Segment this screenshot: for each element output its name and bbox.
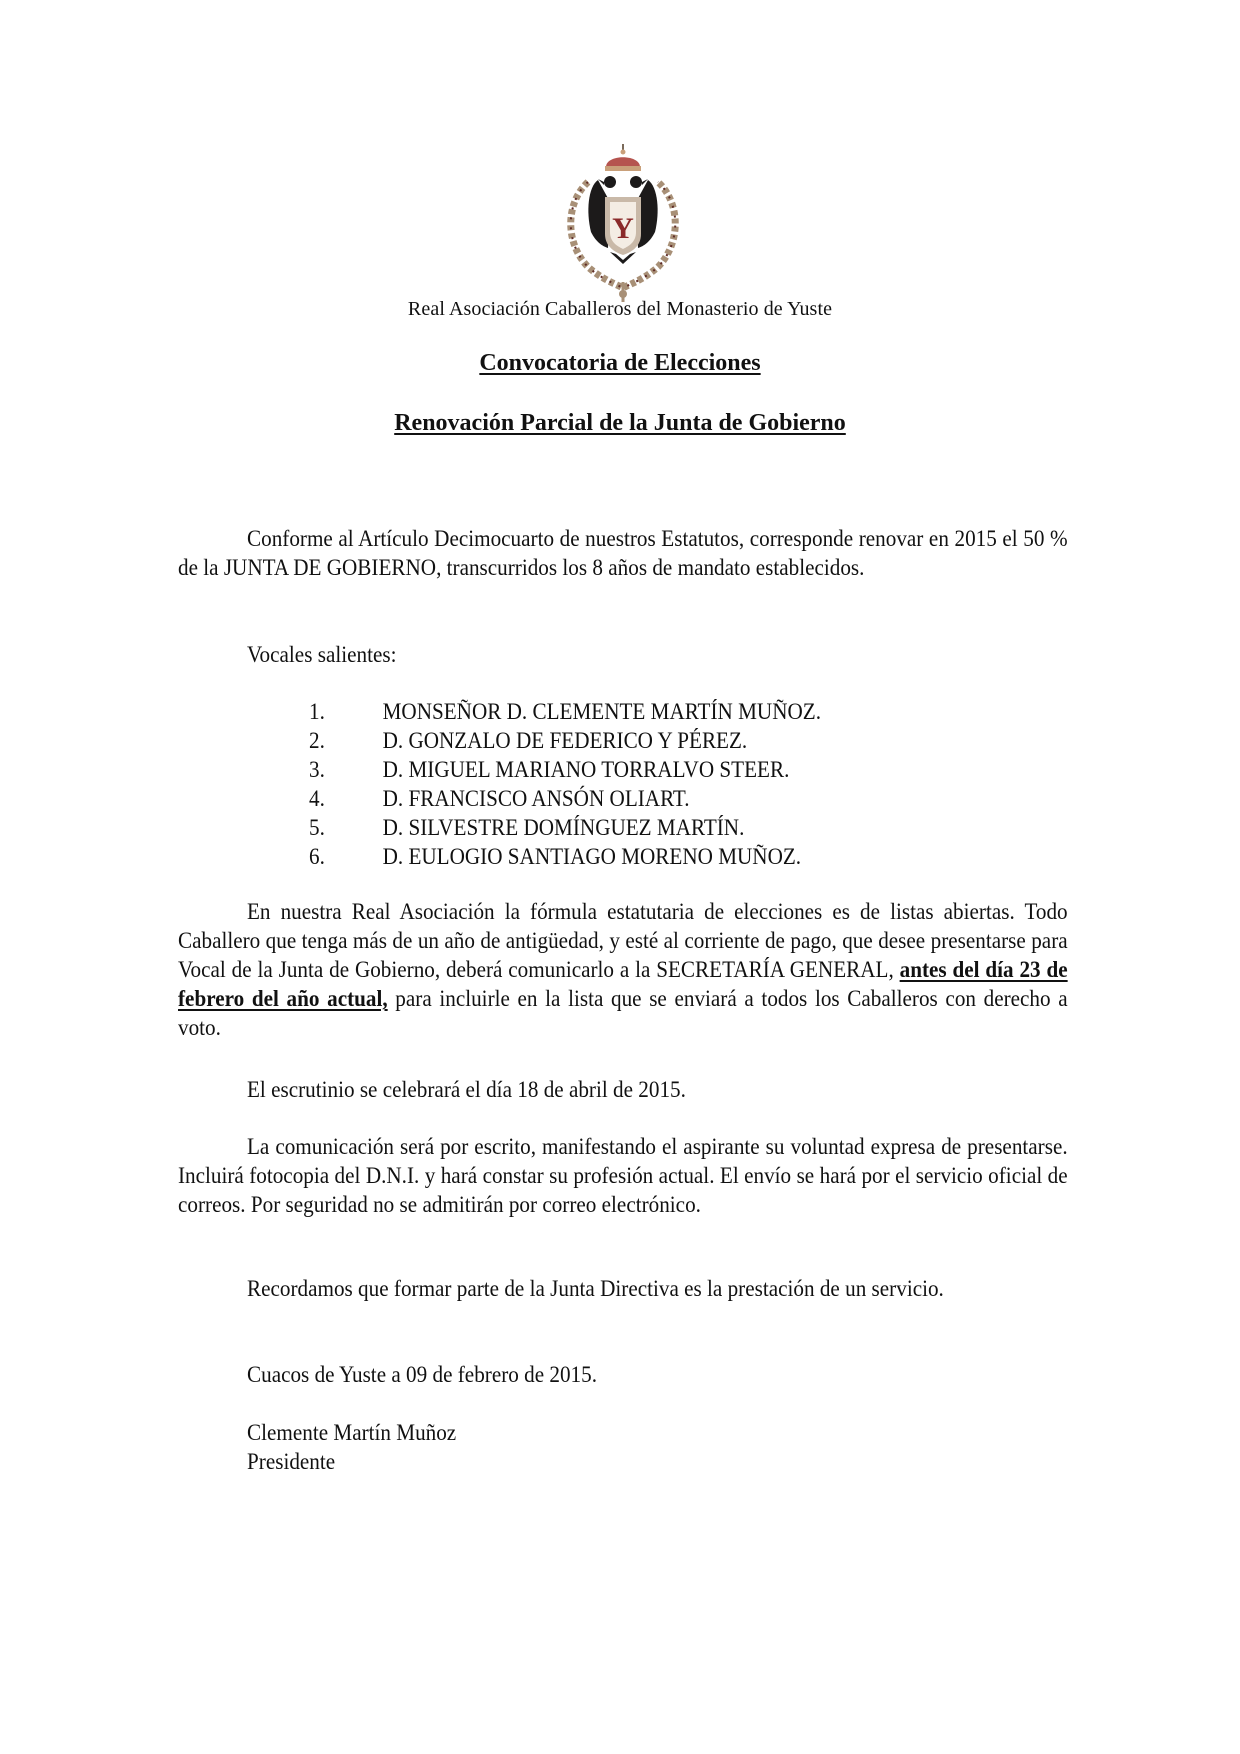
list-item [309, 697, 821, 726]
vocales-label: Vocales salientes: [247, 642, 397, 667]
signature-block [178, 1418, 1068, 1476]
list-item-number: 2. [309, 728, 325, 753]
intro-paragraph [178, 524, 1068, 582]
list-item-number: 6. [309, 844, 325, 869]
list-item [309, 842, 821, 871]
reminder-paragraph [178, 1274, 1068, 1303]
communication-text: La comunicación será por escrito, manifestando el aspirante su voluntad expresa de presentarse. Incluirá fotocopia del D.N.I. y hará constar su profesión actual. El envío se hará por el servicio oficial de correos. Por seguridad no se admitirán por correo electrónico. [178, 1134, 1068, 1217]
signature-role: Presidente [247, 1449, 336, 1474]
elections-text-before: En nuestra Real Asociación la fórmula estatutaria de elecciones es de listas abiertas. Todo Caballero que tenga más de un año de antigüedad, y esté al corriente de pago, que desee presentarse para Vocal de la Junta de Gobierno, deberá comunicarlo a la SECRETARÍA GENERAL, [178, 899, 1068, 982]
list-item-name: MONSEÑOR D. CLEMENTE MARTÍN MUÑOZ. [382, 699, 821, 724]
list-item-name: D. FRANCISCO ANSÓN OLIART. [382, 786, 690, 811]
signature-name: Clemente Martín Muñoz [247, 1420, 457, 1445]
deadline-highlight: antes del día 23 de febrero del año actual, [178, 957, 1068, 1011]
intro-text: Conforme al Artículo Decimocuarto de nuestros Estatutos, corresponde renovar en 2015 el 50 % de la JUNTA DE GOBIERNO, transcurridos los 8 años de mandato establecidos. [178, 526, 1068, 580]
list-item-number: 1. [309, 699, 325, 724]
elections-text [178, 897, 1068, 1042]
list-item-name: D. EULOGIO SANTIAGO MORENO MUÑOZ. [382, 844, 802, 869]
organization-name: Real Asociación Caballeros del Monasterio de Yuste [407, 298, 833, 320]
communication-paragraph [178, 1132, 1068, 1219]
list-item-name: D. GONZALO DE FEDERICO Y PÉREZ. [382, 728, 748, 753]
list-item-number: 4. [309, 786, 325, 811]
list-item [309, 726, 821, 755]
outgoing-members-list [309, 697, 821, 871]
list-item [309, 755, 821, 784]
list-item-name: D. SILVESTRE DOMÍNGUEZ MARTÍN. [382, 815, 745, 840]
list-item [309, 784, 821, 813]
scrutiny-paragraph [178, 1075, 1068, 1104]
reminder-text: Recordamos que formar parte de la Junta Directiva es la prestación de un servicio. [247, 1276, 944, 1301]
elections-paragraph [178, 897, 1068, 1042]
list-item-number: 5. [309, 815, 325, 840]
place-date-paragraph [178, 1360, 1068, 1389]
shield-letter: Y [612, 212, 634, 245]
crown-icon [605, 144, 641, 171]
document-subtitle: Renovación Parcial de la Junta de Gobierno [394, 410, 846, 436]
list-item [309, 813, 821, 842]
document-title: Convocatoria de Elecciones [479, 350, 761, 376]
place-date-text: Cuacos de Yuste a 09 de febrero de 2015. [247, 1362, 598, 1387]
coat-of-arms-icon [558, 142, 688, 302]
list-item-name: D. MIGUEL MARIANO TORRALVO STEER. [382, 757, 790, 782]
shield-icon [605, 197, 641, 255]
elections-text-after: para incluirle en la lista que se enviará a todos los Caballeros con derecho a voto. [178, 986, 1068, 1040]
scrutiny-text: El escrutinio se celebrará el día 18 de abril de 2015. [247, 1077, 686, 1102]
vocales-heading [178, 640, 1068, 669]
list-item-number: 3. [309, 757, 325, 782]
